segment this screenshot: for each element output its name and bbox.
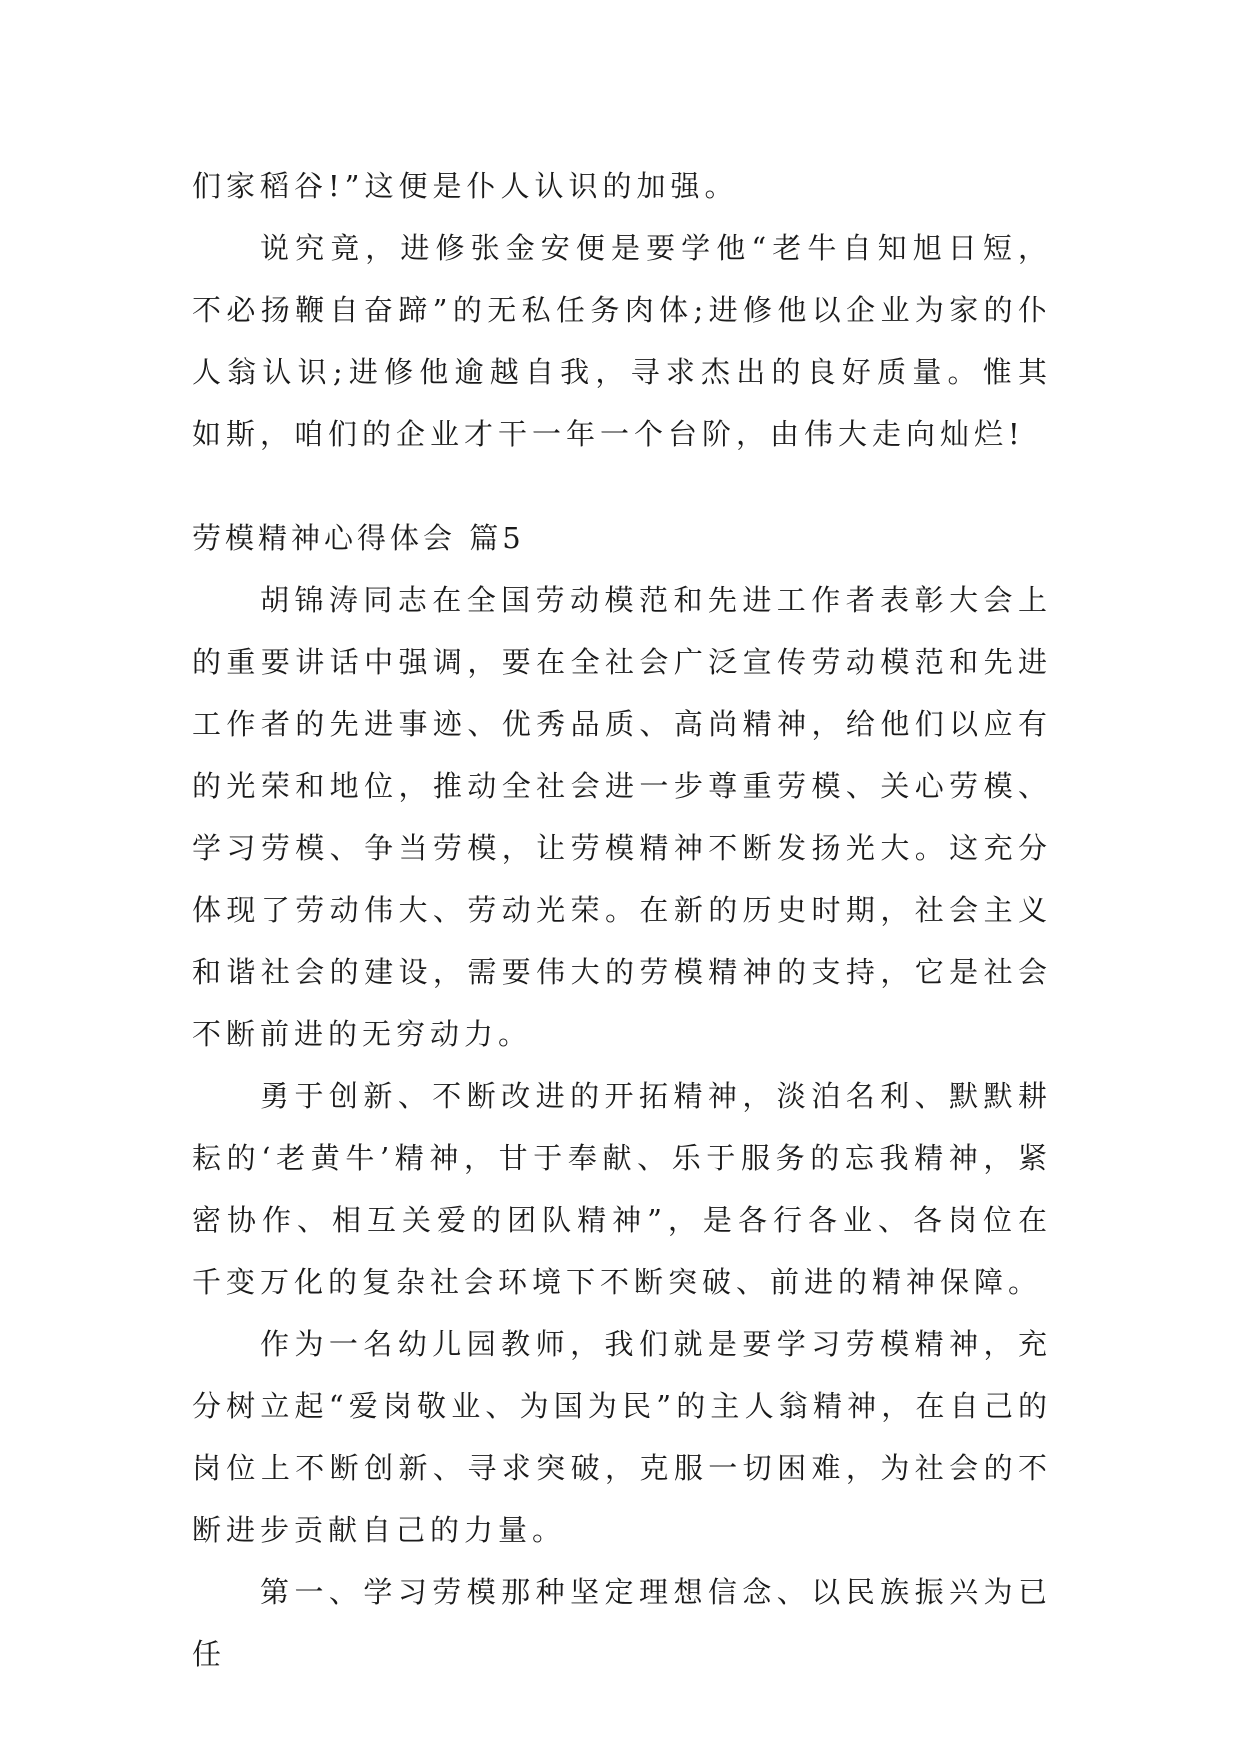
paragraph: 第一、学习劳模那种坚定理想信念、以民族振兴为已任 bbox=[192, 1575, 1052, 1671]
document-body bbox=[192, 155, 1052, 1685]
paragraph: 说究竟，进修张金安便是要学他“老牛自知旭日短，不必扬鞭自奋蹄”的无私任务肉体;进修他以企业为家的仆人翁认识;进修他逾越自我，寻求杰出的良好质量。惟其如斯，咱们的企业才干一年一个台阶，由伟大走向灿烂! bbox=[192, 231, 1052, 451]
paragraph: 胡锦涛同志在全国劳动模范和先进工作者表彰大会上的重要讲话中强调，要在全社会广泛宣传劳动模范和先进工作者的先进事迹、优秀品质、高尚精神，给他们以应有的光荣和地位，推动全社会进一步尊重劳模、关心劳模、学习劳模、争当劳模，让劳模精神不断发扬光大。这充分体现了劳动伟大、劳动光荣。在新的历史时期，社会主义和谐社会的建设，需要伟大的劳模精神的支持，它是社会不断前进的无穷动力。 bbox=[192, 583, 1052, 1051]
paragraph: 作为一名幼儿园教师，我们就是要学习劳模精神，充分树立起“爱岗敬业、为国为民”的主人翁精神，在自己的岗位上不断创新、寻求突破，克服一切困难，为社会的不断进步贡献自己的力量。 bbox=[192, 1327, 1052, 1547]
paragraph: 们家稻谷!”这便是仆人认识的加强。 bbox=[192, 169, 739, 203]
section-title: 劳模精神心得体会 篇5 bbox=[192, 521, 525, 555]
paragraph: 勇于创新、不断改进的开拓精神，淡泊名利、默默耕耘的‘老黄牛’精神，甘于奉献、乐于服务的忘我精神，紧密协作、相互关爱的团队精神”，是各行各业、各岗位在千变万化的复杂社会环境下不断突破、前进的精神保障。 bbox=[192, 1079, 1052, 1299]
